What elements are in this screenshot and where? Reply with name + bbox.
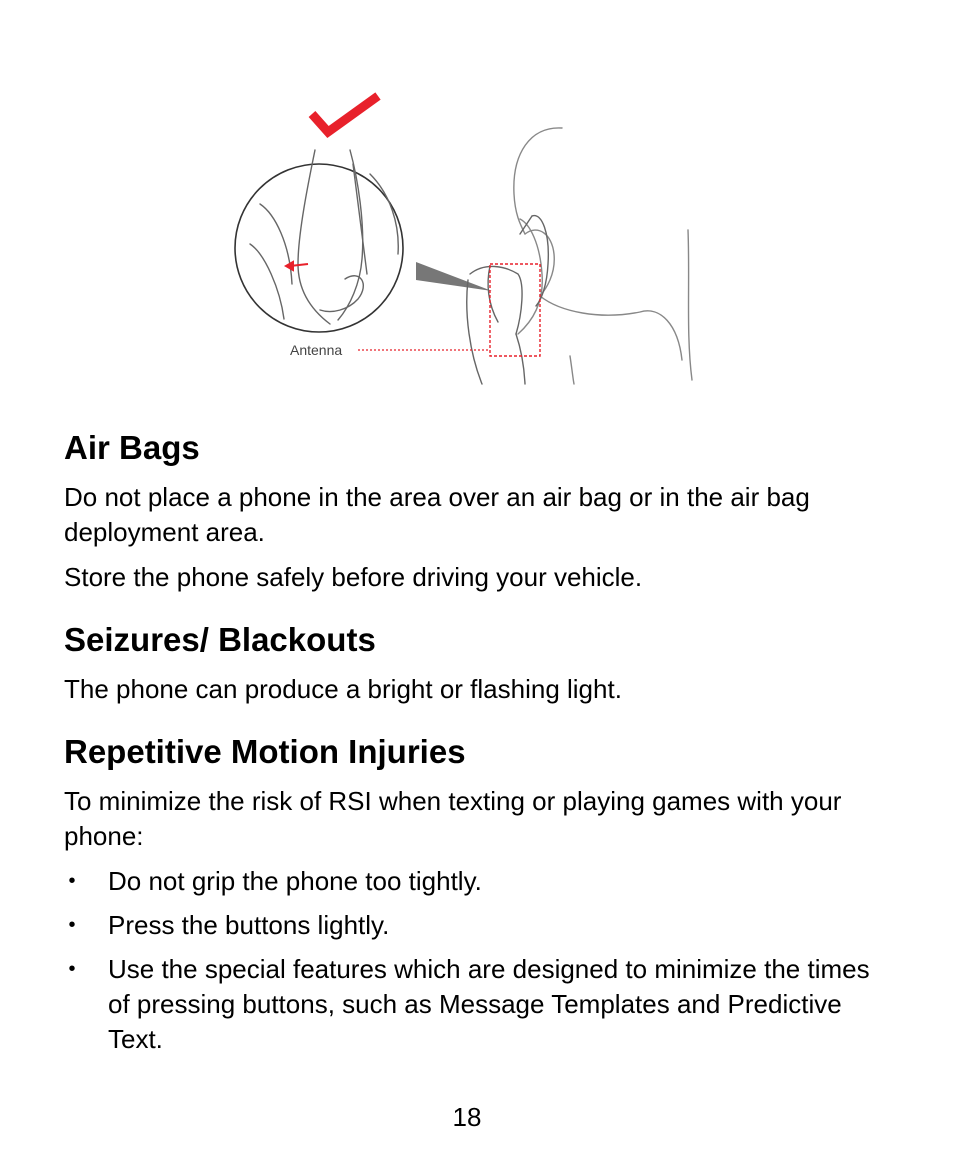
list-item — [64, 864, 884, 899]
antenna-grip-illustration — [220, 84, 716, 402]
bullet-icon: • — [68, 958, 76, 980]
phone-usage-drawing — [220, 84, 716, 402]
antenna-label: Antenna — [290, 342, 343, 358]
heading-repetitive-motion-injuries: Repetitive Motion Injuries — [64, 733, 466, 770]
list-item-text: Press the buttons lightly. — [108, 910, 390, 940]
rsi-intro-paragraph: To minimize the risk of RSI when texting or playing games with your phone: — [64, 786, 842, 851]
heading-air-bags: Air Bags — [64, 429, 200, 466]
bullet-icon: • — [68, 870, 76, 892]
list-item — [64, 908, 884, 943]
air-bags-paragraph-1: Do not place a phone in the area over an air bag or in the air bag deployment area. — [64, 482, 810, 547]
list-item — [64, 952, 884, 1057]
air-bags-paragraph-2: Store the phone safely before driving your vehicle. — [64, 562, 643, 592]
bullet-icon: • — [68, 914, 76, 936]
list-item-text: Use the special features which are designed to minimize the times of pressing buttons, such as Message Templates and Predictive Text. — [108, 954, 870, 1054]
checkmark-icon — [312, 96, 378, 132]
seizures-paragraph: The phone can produce a bright or flashing light. — [64, 674, 622, 704]
page-number: 18 — [452, 1102, 482, 1132]
heading-seizures-blackouts: Seizures/ Blackouts — [64, 621, 376, 658]
rsi-tips-list — [64, 864, 884, 1066]
list-item-text: Do not grip the phone too tightly. — [108, 866, 482, 896]
